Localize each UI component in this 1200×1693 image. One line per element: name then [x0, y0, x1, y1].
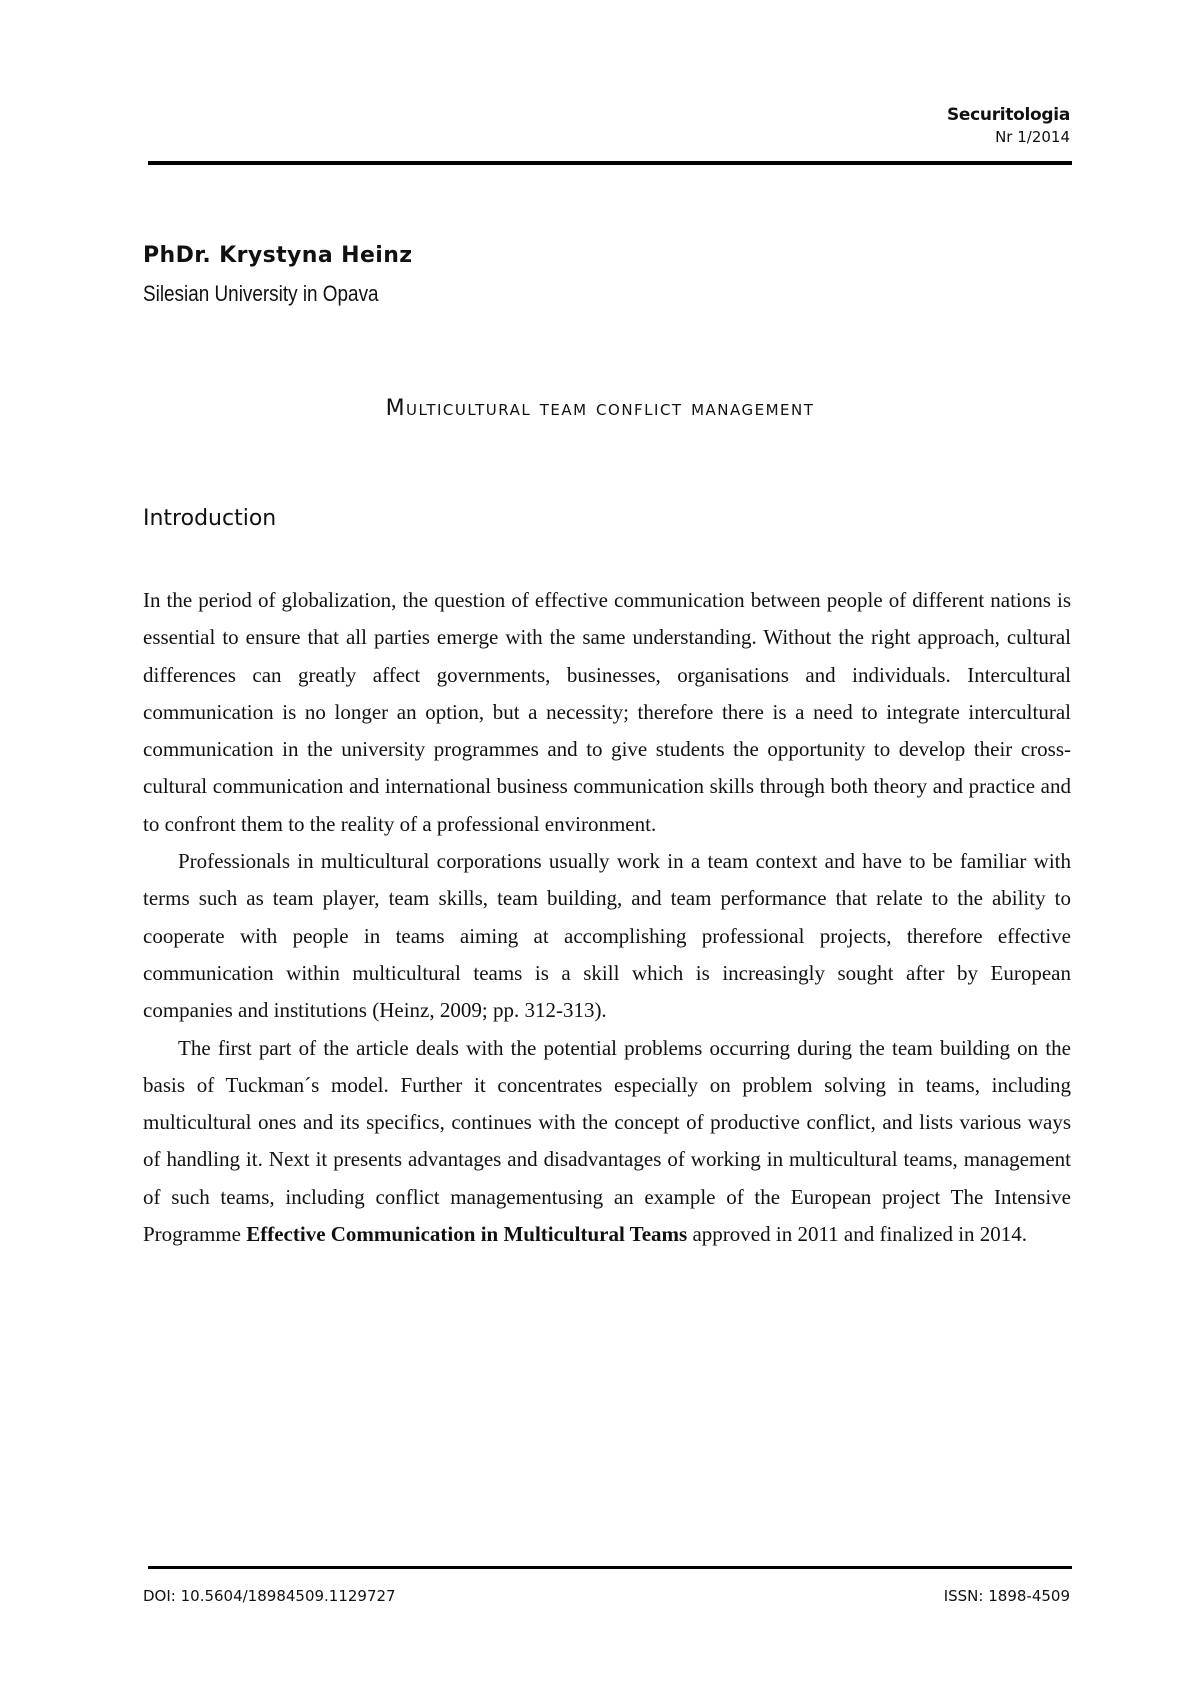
paragraph-3	[143, 1030, 1071, 1254]
paragraph-3-text-end: approved in 2011 and finalized in 2014.	[687, 1222, 1028, 1247]
paragraph-1: In the period of globalization, the question of effective communication between people of different nations is essential to ensure that all parties emerge with the same understanding. Without the right approach, cultural differences can greatly affect governments, businesses, organisations and individuals. Intercultural communication is no longer an option, but a necessity; therefore there is a need to integrate intercultural communication in the university programmes and to give students the opportunity to develop their cross-cultural communication and international business communication skills through both theory and practice and to confront them to the reality of a professional environment.	[143, 588, 1071, 836]
author-affiliation: Silesian University in Opava	[143, 281, 379, 306]
issn-reference: ISSN: 1898-4509	[943, 1587, 1070, 1605]
article-title: Multicultural team conflict management	[385, 396, 815, 421]
paragraph-2: Professionals in multicultural corporations usually work in a team context and have to be familiar with terms such as team player, team skills, team building, and team performance that relate to the ability to cooperate with people in teams aiming at accomplishing professional projects, therefore effective communication within multicultural teams is a skill which is increasingly sought after by European companies and institutions (Heinz, 2009; pp. 312-313).	[143, 849, 1071, 1023]
journal-name: Securitologia	[946, 105, 1070, 125]
header-divider	[148, 161, 1072, 165]
doi-reference: DOI: 10.5604/18984509.1129727	[143, 1587, 396, 1605]
running-header	[947, 104, 1070, 148]
paragraph-3-text-start: The first part of the article deals with the potential problems occurring during the team building on the basis of Tuckman´s model. Further it concentrates especially on problem solving in teams, including multicultural ones and its specifics, continues with the concept of productive conflict, and lists various ways of handling it. Next it presents advantages and disadvantages of working in multicultural teams, management of such teams, including conflict managementusing an example of the European project The Intensive Programme	[143, 1035, 1071, 1247]
author-name: PhDr. Krystyna Heinz	[143, 243, 413, 268]
footer-divider	[148, 1566, 1072, 1569]
issue-number: Nr 1/2014	[995, 128, 1070, 146]
project-name-emphasis: Effective Communication in Multicultural Teams	[246, 1222, 688, 1247]
article-body	[143, 582, 1071, 1253]
section-heading: Introduction	[143, 506, 277, 531]
